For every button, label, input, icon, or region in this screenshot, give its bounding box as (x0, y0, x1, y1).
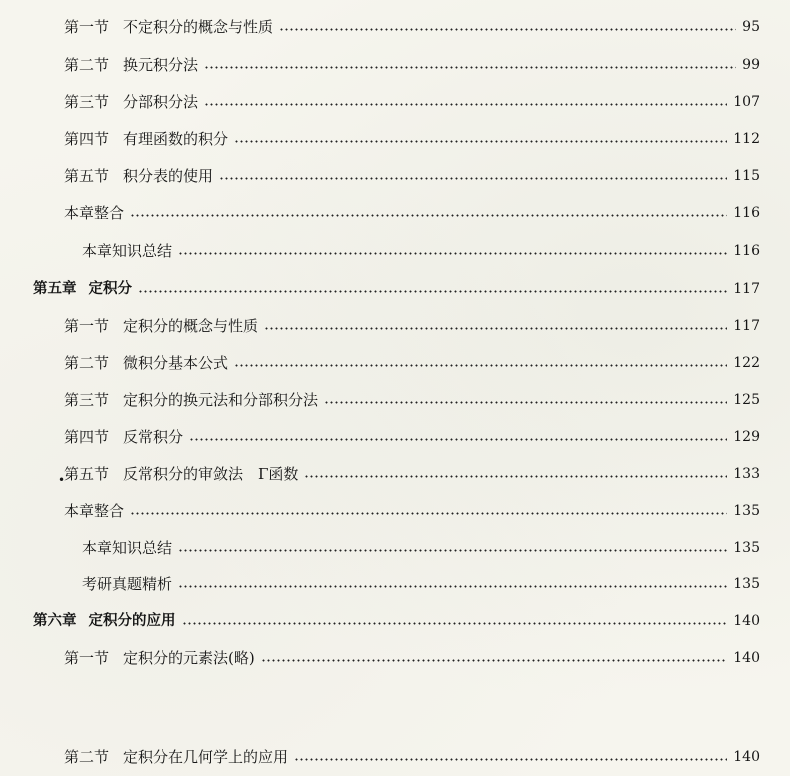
toc-entry-title: 定积分的元素法(略) (123, 649, 255, 667)
dot-leader (178, 549, 727, 552)
toc-entry-page: 133 (733, 466, 760, 482)
dot-leader (234, 364, 727, 367)
toc-entry-number: 第二节 (64, 354, 110, 372)
dot-leader (294, 758, 727, 761)
toc-entry[interactable] (64, 313, 760, 339)
dot-leader (204, 103, 727, 106)
toc-entry-number: 第三节 (64, 391, 110, 409)
toc-entry-title: 分部积分法 (123, 93, 199, 111)
toc-entry-label (64, 350, 234, 376)
dot-leader (279, 28, 736, 31)
toc-entry[interactable] (82, 535, 760, 561)
dot-leader (324, 401, 727, 404)
toc-entry[interactable] (64, 200, 760, 226)
toc-entry-number: 第一节 (64, 317, 110, 335)
toc-chapter-title: 定积分的应用 (88, 613, 176, 629)
toc-entry[interactable] (64, 744, 760, 770)
toc-entry-label (82, 238, 178, 264)
toc-entry-page: 140 (733, 613, 760, 629)
dot-leader (219, 177, 727, 180)
toc-entry-title: 本章知识总结 (82, 539, 173, 557)
toc-entry[interactable] (64, 14, 760, 40)
toc-entry-label (64, 387, 324, 413)
toc-entry-title: 本章整合 (64, 502, 125, 520)
toc-entry-label (64, 313, 264, 339)
toc-entry-number: 第五节 (64, 167, 110, 185)
toc-entry-number: 第一节 (64, 18, 110, 36)
toc-entry-label (82, 571, 178, 597)
toc-entry-label (64, 89, 204, 115)
toc-entry-number: 第四节 (64, 130, 110, 148)
toc-entry-page: 95 (742, 19, 760, 35)
dot-leader (189, 438, 727, 441)
dot-leader (130, 512, 727, 515)
toc-entry-title: 不定积分的概念与性质 (123, 18, 274, 36)
toc-chapter-label (33, 608, 182, 634)
dot-leader (264, 327, 727, 330)
toc-entry-title: 定积分的换元法和分部积分法 (123, 391, 319, 409)
toc-entry-page: 135 (733, 503, 760, 519)
dot-leader (178, 252, 727, 255)
toc-entry[interactable] (64, 163, 760, 189)
toc-entry[interactable] (64, 387, 760, 413)
dot-leader (138, 290, 727, 293)
toc-entry-title: 有理函数的积分 (123, 130, 229, 148)
toc-entry-label (64, 645, 261, 671)
toc-chapter-number: 第六章 (33, 613, 77, 629)
toc-entry[interactable] (64, 461, 760, 487)
toc-entry-page: 135 (733, 576, 760, 592)
toc-entry-page: 135 (733, 540, 760, 556)
toc-entry[interactable] (64, 498, 760, 524)
dot-leader (130, 214, 727, 217)
toc-chapter-label (33, 276, 138, 302)
toc-entry-page: 99 (742, 57, 760, 73)
toc-entry-label (64, 461, 304, 487)
toc-entry-title: 换元积分法 (123, 56, 199, 74)
dot-leader (182, 622, 728, 625)
toc-entry-page: 107 (733, 94, 760, 110)
toc-entry-label (64, 744, 294, 770)
toc-entry[interactable] (64, 645, 760, 671)
toc-entry-label (64, 14, 279, 40)
toc-entry-number: 第五节 (64, 465, 110, 483)
toc-entry-page: 115 (733, 168, 760, 184)
optional-section-marker: • (58, 473, 66, 487)
toc-entry-number: 第二节 (64, 748, 110, 766)
toc-entry-label (64, 200, 130, 226)
toc-entry-label (82, 535, 178, 561)
toc-entry[interactable] (64, 89, 760, 115)
toc-entry-page: 116 (733, 205, 760, 221)
toc-entry[interactable] (64, 350, 760, 376)
toc-entry-title: 考研真题精析 (82, 575, 173, 593)
dot-leader (261, 659, 728, 662)
toc-entry[interactable] (64, 126, 760, 152)
toc-entry-title: 本章整合 (64, 204, 125, 222)
toc-entry-title: 积分表的使用 (123, 167, 214, 185)
toc-entry-title: 本章知识总结 (82, 242, 173, 260)
toc-entry[interactable] (82, 571, 760, 597)
toc-entry-title: 微积分基本公式 (123, 354, 229, 372)
toc-entry-title: 反常积分的审敛法 Γ函数 (123, 465, 299, 483)
toc-entry-number: 第三节 (64, 93, 110, 111)
toc-entry-label (64, 163, 219, 189)
toc-chapter-entry[interactable] (33, 276, 760, 302)
dot-leader (304, 475, 727, 478)
toc-chapter-title: 定积分 (88, 281, 132, 297)
toc-entry-page: 125 (733, 392, 760, 408)
toc-entry[interactable] (82, 238, 760, 264)
toc-entry-page: 117 (733, 318, 760, 334)
toc-entry-label (64, 126, 234, 152)
toc-entry-label (64, 424, 189, 450)
toc-entry-page: 112 (733, 131, 760, 147)
toc-entry-page: 122 (733, 355, 760, 371)
dot-leader (234, 140, 727, 143)
toc-entry-page: 140 (733, 749, 760, 765)
toc-entry-number: 第一节 (64, 649, 110, 667)
toc-entry-page: 116 (733, 243, 760, 259)
toc-chapter-entry[interactable] (33, 608, 760, 634)
toc-entry-title: 反常积分 (123, 428, 184, 446)
toc-entry-number: 第四节 (64, 428, 110, 446)
dot-leader (178, 585, 727, 588)
toc-entry[interactable] (64, 52, 760, 78)
dot-leader (204, 66, 736, 69)
toc-entry-page: 129 (733, 429, 760, 445)
toc-chapter-number: 第五章 (33, 281, 77, 297)
toc-entry-page: 117 (733, 281, 760, 297)
toc-entry-title: 定积分在几何学上的应用 (123, 748, 289, 766)
toc-entry[interactable] (64, 424, 760, 450)
toc-entry-page: 140 (733, 650, 760, 666)
toc-entry-label (64, 498, 130, 524)
toc-entry-title: 定积分的概念与性质 (123, 317, 259, 335)
toc-entry-number: 第二节 (64, 56, 110, 74)
toc-entry-label (64, 52, 204, 78)
